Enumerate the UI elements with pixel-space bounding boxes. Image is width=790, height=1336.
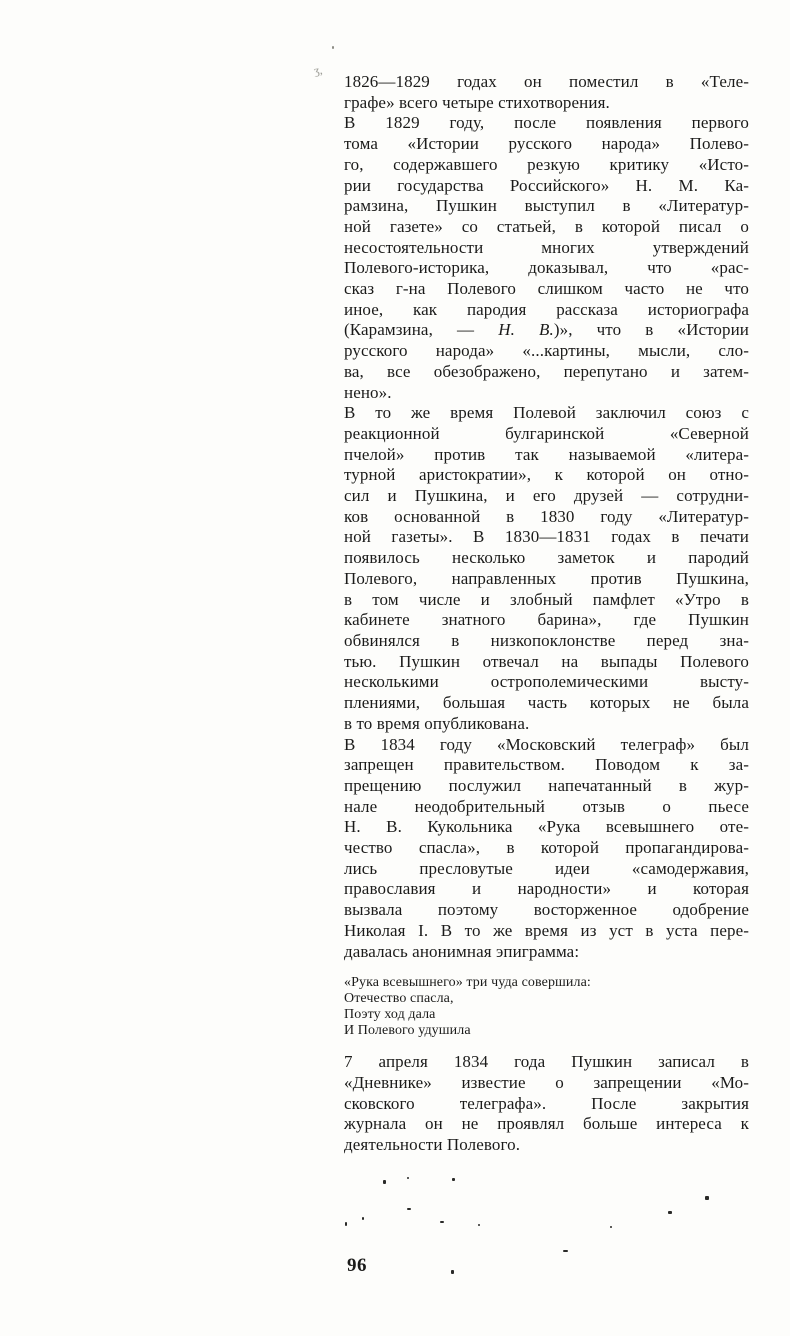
text-line: [344, 445, 749, 466]
text-line: [344, 341, 749, 362]
text-segment: плениями, большая часть которых не была: [344, 693, 749, 713]
text-line: [344, 424, 749, 445]
scan-speck: [407, 1208, 411, 1210]
text-segment: ной газете» со статьей, в которой писал о: [344, 216, 749, 236]
text-line: [344, 610, 749, 631]
text-segment: Полевого, направленных против Пушкина,: [344, 568, 749, 588]
text-line: [344, 776, 749, 797]
scan-speck: [705, 1196, 709, 1200]
scan-speck: [383, 1180, 386, 1184]
paragraph: [344, 1052, 749, 1156]
text-segment: турной аристократии», к которой он отно-: [344, 465, 749, 485]
text-segment: (Карамзина, —: [344, 320, 499, 340]
text-line: [344, 113, 749, 134]
text-segment: Николая I. В то же время из уст в уста пере-: [344, 920, 749, 940]
text-line: [344, 238, 749, 259]
text-segment: пчелой» против так называемой «литера-: [344, 444, 749, 464]
text-line: [344, 1007, 749, 1023]
text-line: [344, 362, 749, 383]
text-line: [344, 320, 749, 341]
text-segment: Поэту ход дала: [344, 1007, 436, 1023]
text-segment: ва, все обезображено, перепутано и затем-: [344, 361, 749, 381]
text-line: [344, 1052, 749, 1073]
text-segment: Отечество спасла,: [344, 991, 454, 1007]
page-number: 96: [347, 1255, 367, 1276]
text-segment: )», что в «Истории: [553, 320, 749, 340]
paragraph: [344, 72, 749, 113]
text-segment: кабинете знатного барина», где Пушкин: [344, 610, 749, 630]
text-line: [344, 134, 749, 155]
text-line: [344, 465, 749, 486]
text-line: [344, 1094, 749, 1115]
text-segment: сказ г-на Полевого слишком часто не что: [344, 279, 749, 299]
text-segment: тома «Истории русского народа» Полево-: [344, 134, 749, 154]
text-segment: несостоятельности многих утверждений: [344, 237, 749, 257]
text-line: [344, 714, 749, 735]
text-line: [344, 155, 749, 176]
text-line: [344, 527, 749, 548]
text-line: [344, 590, 749, 611]
text-line: [344, 93, 749, 114]
text-segment: лись пресловутые идеи «самодержавия,: [344, 858, 749, 878]
text-line: [344, 217, 749, 238]
scan-speck: [563, 1250, 568, 1252]
text-segment: несколькими острополемическими высту-: [344, 672, 749, 692]
text-line: [344, 507, 749, 528]
text-line: [344, 548, 749, 569]
text-line: [344, 879, 749, 900]
text-line: [344, 569, 749, 590]
text-segment: журнала он не проявлял больше интереса к: [344, 1114, 749, 1134]
text-segment: появилось несколько заметок и пародий: [344, 548, 749, 568]
text-line: [344, 838, 749, 859]
text-segment: В то же время Полевой заключил союз с: [344, 403, 749, 423]
text-segment: в том числе и злобный памфлет «Утро в: [344, 589, 749, 609]
text-line: [344, 975, 749, 991]
text-line: [344, 672, 749, 693]
text-line: [344, 196, 749, 217]
text-segment: нале неодобрительный отзыв о пьесе: [344, 796, 749, 816]
text-line: [344, 755, 749, 776]
scan-speck: [362, 1217, 364, 1220]
text-line: [344, 797, 749, 818]
text-segment: в то время опубликована.: [344, 713, 530, 733]
text-segment: давалась анонимная эпиграмма:: [344, 941, 580, 961]
text-segment: прещению послужил напечатанный в жур-: [344, 775, 749, 795]
text-segment: реакционной булгаринской «Северной: [344, 423, 749, 443]
text-line: [344, 859, 749, 880]
italic-text: Н. В.: [498, 320, 554, 340]
scan-speck: [332, 46, 334, 49]
text-line: [344, 72, 749, 93]
scan-speck: [452, 1178, 455, 1181]
marginal-mark: ʒ,: [312, 62, 324, 78]
text-segment: иное, как пародия рассказа историографа: [344, 299, 749, 319]
text-line: [344, 817, 749, 838]
paragraph: [344, 735, 749, 963]
text-segment: 7 апреля 1834 года Пушкин записал в: [344, 1052, 749, 1072]
text-line: [344, 631, 749, 652]
text-segment: го, содержавшего резкую критику «Исто-: [344, 154, 749, 174]
text-line: [344, 652, 749, 673]
text-segment: чество спасла», в которой пропагандирова-: [344, 838, 749, 858]
text-line: [344, 991, 749, 1007]
text-segment: ной газеты». В 1830—1831 годах в печати: [344, 527, 749, 547]
text-segment: И Полевого удушила: [344, 1023, 471, 1039]
text-line: [344, 258, 749, 279]
text-line: [344, 279, 749, 300]
text-line: [344, 1114, 749, 1135]
text-segment: рии государства Российского» Н. М. Ка-: [344, 175, 749, 195]
text-segment: деятельности Полевого.: [344, 1135, 521, 1155]
text-line: [344, 1073, 749, 1094]
text-line: [344, 176, 749, 197]
text-segment: сил и Пушкина, и его друзей — сотрудни-: [344, 486, 749, 506]
text-segment: запрещен правительством. Поводом к за-: [344, 755, 749, 775]
scan-speck: [668, 1211, 672, 1214]
text-segment: Н. В. Кукольника «Рука всевышнего оте-: [344, 817, 749, 837]
scan-speck: [610, 1226, 612, 1228]
paragraph: [344, 113, 749, 403]
scan-speck: [407, 1177, 409, 1179]
text-segment: вызвала поэтому восторженное одобрение: [344, 900, 749, 920]
text-segment: В 1829 году, после появления первого: [344, 113, 749, 133]
text-segment: рамзина, Пушкин выступил в «Литератур-: [344, 196, 749, 216]
text-line: [344, 486, 749, 507]
text-line: [344, 1135, 749, 1156]
text-segment: русского народа» «...картины, мысли, сло-: [344, 341, 749, 361]
text-segment: нено».: [344, 382, 392, 402]
text-line: [344, 403, 749, 424]
text-segment: «Дневнике» известие о запрещении «Мо-: [344, 1072, 749, 1092]
text-line: [344, 900, 749, 921]
text-segment: сковского телеграфа». После закрытия: [344, 1093, 749, 1113]
paragraph: [344, 403, 749, 734]
text-line: [344, 735, 749, 756]
text-column: [344, 72, 749, 1156]
text-segment: ков основанной в 1830 году «Литератур-: [344, 506, 749, 526]
text-segment: графе» всего четыре стихотворения.: [344, 92, 610, 112]
text-segment: Полевого-историка, доказывал, что «рас-: [344, 258, 749, 278]
epigram-block: [344, 975, 749, 1039]
scan-speck: [451, 1270, 454, 1274]
text-line: [344, 693, 749, 714]
scan-speck: [440, 1221, 444, 1223]
text-segment: В 1834 году «Московский телеграф» был: [344, 734, 749, 754]
text-segment: тью. Пушкин отвечал на выпады Полевого: [344, 651, 749, 671]
text-line: [344, 921, 749, 942]
text-line: [344, 300, 749, 321]
text-segment: обвинялся в низкопоклонстве перед зна-: [344, 630, 749, 650]
text-line: [344, 942, 749, 963]
text-segment: православия и народности» и которая: [344, 879, 749, 899]
text-line: [344, 383, 749, 404]
text-segment: 1826—1829 годах он поместил в «Теле-: [344, 72, 749, 91]
text-line: [344, 1023, 749, 1039]
scan-speck: [478, 1224, 480, 1226]
scan-speck: [345, 1222, 347, 1226]
text-segment: «Рука всевышнего» три чуда совершила:: [344, 975, 591, 991]
